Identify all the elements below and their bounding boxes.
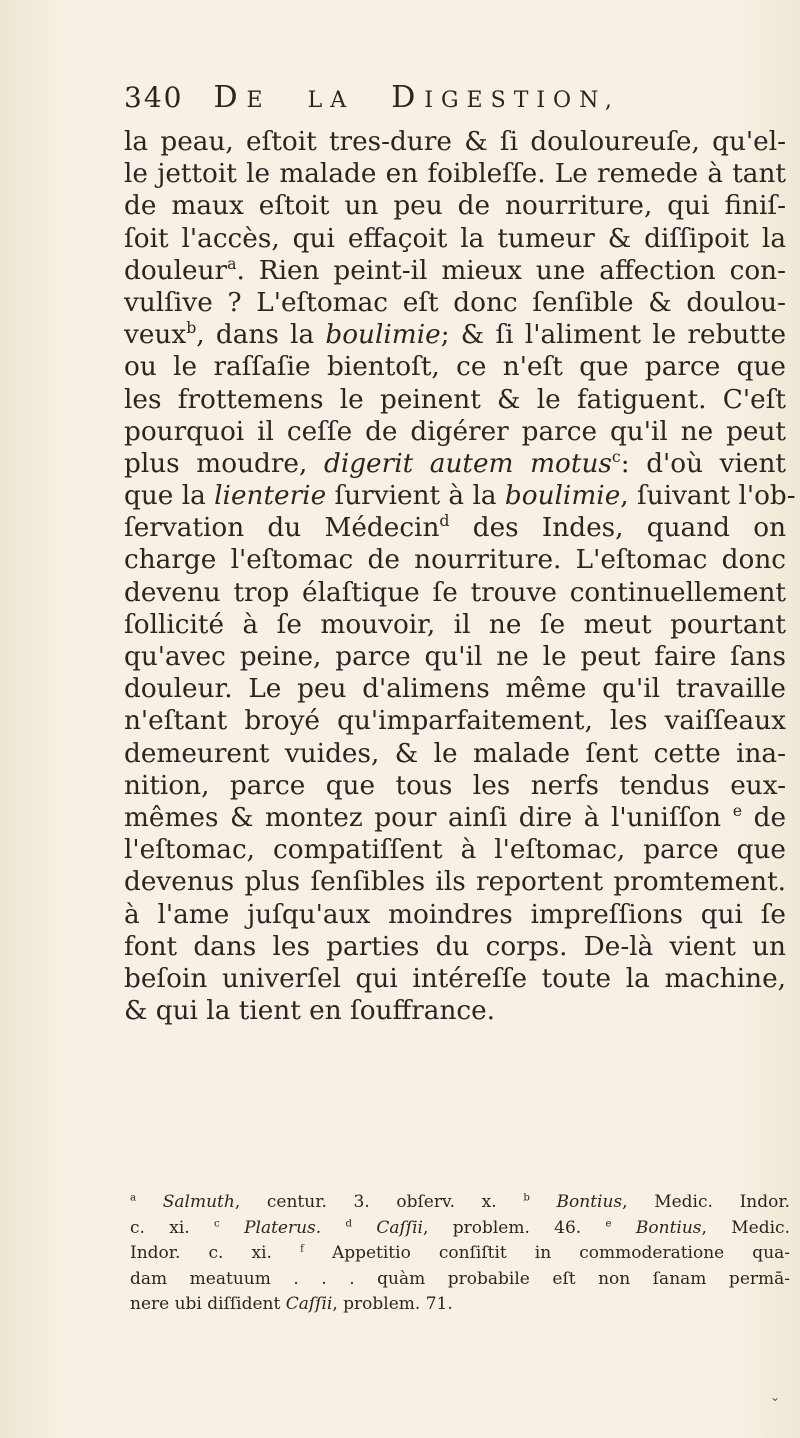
text-fragment: ; & ſi l'aliment le rebutte [440,320,787,351]
footnote-mark: c [214,1217,220,1229]
body-text [124,126,796,1027]
text-line: n'eſtant broyé qu'imparfaitement, les vaiſſeaux [124,706,786,737]
text-fragment: des Indes, quand on [472,513,787,544]
footnote-author: Bontius [635,1217,702,1238]
text-line: pourquoi il ceſſe de digérer parce qu'il ne peut [124,416,786,447]
text-fragment: . Rien peint-il mieux une affection con- [236,255,786,286]
text-line: devenu trop élaſtique ſe trouve continuellement [124,577,786,608]
footnote-text: Indor. c. xi. [130,1243,272,1263]
text-line [124,866,786,898]
text-line: charge l'eſtomac de nourriture. L'eſtomac donc [124,545,786,576]
text-fragment: vulſive ? L'eſtomac eſt donc ſenſible & doulou- [124,287,786,318]
title-digestion-initial: D [391,80,425,115]
text-line: douleur. Le peu d'alimens même qu'il travaille [124,674,786,705]
footnote-text: Appetitio conſiſtit in commoderatione qua- [331,1243,791,1263]
footnote-text: , Medic. Indor. [622,1192,791,1212]
footnotes [130,1190,790,1318]
footnote-ref: a [227,253,237,273]
footnote-ref: c [611,447,621,467]
text-line [124,319,786,351]
italic-quote: digerit autem motus [323,448,612,479]
text-line: beſoin univerſel qui intéreſſe toute la machine, [124,963,786,994]
text-line: à l'ame juſqu'aux moindres impreſſions qui ſe [124,899,786,930]
footnote-line [130,1216,790,1242]
italic-term: lienterie [214,481,327,512]
text-line: ou le raſſaſie bientoſt, ce n'eſt que parce que [124,352,786,383]
footnote-mark: d [345,1217,353,1229]
text-line [124,287,786,319]
footnote-author: Salmuth [162,1192,235,1212]
text-line [124,255,786,287]
page-number: 340 [124,81,184,114]
italic-term: boulimie [325,320,441,351]
text-fragment: ſervation du Médecin [124,513,440,544]
footnote-author: Platerus. [244,1217,322,1238]
text-fragment: . [777,867,786,898]
footnote-ref: d [439,511,450,531]
text-line: la peau, eſtoit tres-dure & ſi douloureuſe, qu'el- [124,127,786,157]
text-fragment: veux [124,320,187,351]
text-line: l'eſtomac, compatiſſent à l'eſtomac, parce que [124,835,786,866]
title-de-rest: E [246,88,271,113]
text-line [124,802,786,834]
footnote-author: Caſſii [376,1217,423,1238]
text-line: les frottemens le peinent & le fatiguent. C'eſt [124,384,786,415]
footnote-text: nere ubi diſſident [130,1294,281,1314]
footnote-line [130,1292,790,1318]
running-title [213,80,619,115]
text-fragment: de [753,802,787,833]
ink-mark: ⌄ [770,1390,781,1404]
text-line: de maux eſtoit un peu de nourriture, qui finiſ- [124,191,786,222]
footnote-text: , problem. 71. [332,1294,453,1314]
text-line: le jettoit le malade en foibleſſe. Le remede à tant [124,159,786,190]
text-fragment: devenus plus ſenſibles ils reportent promtement [124,867,778,898]
footnote-text: , problem. 46. [422,1217,582,1238]
text-fragment: , ſuivant l'ob- [620,481,796,512]
text-fragment: douleur [124,255,228,286]
title-digestion-rest: IGESTION, [424,88,620,113]
footnote-mark: f [300,1243,304,1255]
text-line [124,448,786,480]
footnote-line [130,1241,790,1267]
text-fragment: ſurvient à la [334,481,497,512]
text-fragment: mêmes & montez pour ainſi dire à l'uniſſon [124,802,722,833]
footnote-ref: b [186,318,197,338]
text-line [124,512,786,544]
footnote-text: , Medic. [701,1217,790,1238]
text-line: & qui la tient en ſouffrance. [124,996,496,1027]
text-fragment: : d'où vient [620,448,786,479]
footnote-ref: e [732,801,743,821]
title-de-initial: D [213,80,247,115]
text-fragment: que la [124,481,206,512]
text-line: font dans les parties du corps. De-là vient un [124,931,786,962]
text-line [124,480,796,512]
footnote-mark: b [523,1192,530,1204]
text-fragment: , dans la [196,320,315,351]
footnote-line: dam meatuum . . . quàm probabile eſt non ſanam permā- [130,1268,790,1289]
italic-term: boulimie [504,481,621,512]
text-line: demeurent vuides, & le malade ſent cette ina- [124,738,786,769]
footnote-author: Caſſii [285,1294,333,1314]
footnote-mark: e [605,1217,612,1229]
text-line: nition, parce que tous les nerfs tendus eux- [124,770,786,801]
footnote-mark: a [130,1192,137,1204]
text-line: ſollicité à ſe mouvoir, il ne ſe meut pourtant [124,609,786,640]
footnote-text: c. xi. [130,1217,190,1238]
text-fragment: plus moudre, [124,448,308,479]
footnote-text: , centur. 3. obſerv. x. [234,1192,497,1212]
running-header [124,80,780,130]
footnote-author: Bontius [556,1192,623,1212]
title-la: LA [307,88,355,113]
text-line: ſoit l'accès, qui effaçoit la tumeur & diſſipoit la [124,223,786,254]
footnote-line [130,1190,790,1216]
text-line: qu'avec peine, parce qu'il ne le peut faire ſans [124,642,786,672]
